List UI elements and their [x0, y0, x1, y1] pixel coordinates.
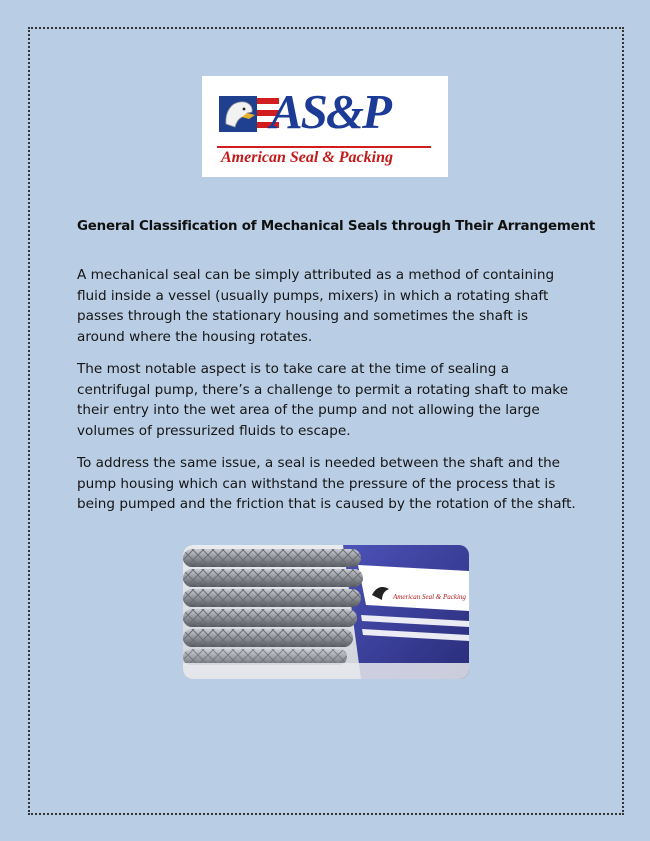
product-photo	[183, 545, 469, 679]
paragraph-2: The most notable aspect is to take care at the time of sealing a centrifugal pump, there’s a challenge to permit a rotating shaft to make their entry into the wet area of the pump and not allowing the large volumes of pressurized fluids to escape.	[77, 361, 569, 439]
logo-tagline: American Seal & Packing	[221, 149, 393, 166]
company-logo	[202, 76, 448, 177]
article-heading: General Classification of Mechanical Seals through Their Arrangement	[77, 219, 596, 234]
eagle-icon	[222, 98, 256, 128]
packing-image	[183, 545, 469, 679]
box-label: American Seal & Packing	[393, 593, 466, 601]
paragraph-1: A mechanical seal can be simply attributed as a method of containing fluid inside a vessel (usually pumps, mixers) in which a rotating shaft passes through the stationary housing and sometimes the shaft is around where the housing rotates.	[77, 267, 555, 345]
logo-wordmark: AS&P	[270, 84, 390, 139]
packing-box	[343, 545, 469, 679]
paragraph-3: To address the same issue, a seal is needed between the shaft and the pump housing which can withstand the pressure of the process that is being pumped and the friction that is caused by the rotation of the shaft.	[77, 455, 576, 513]
